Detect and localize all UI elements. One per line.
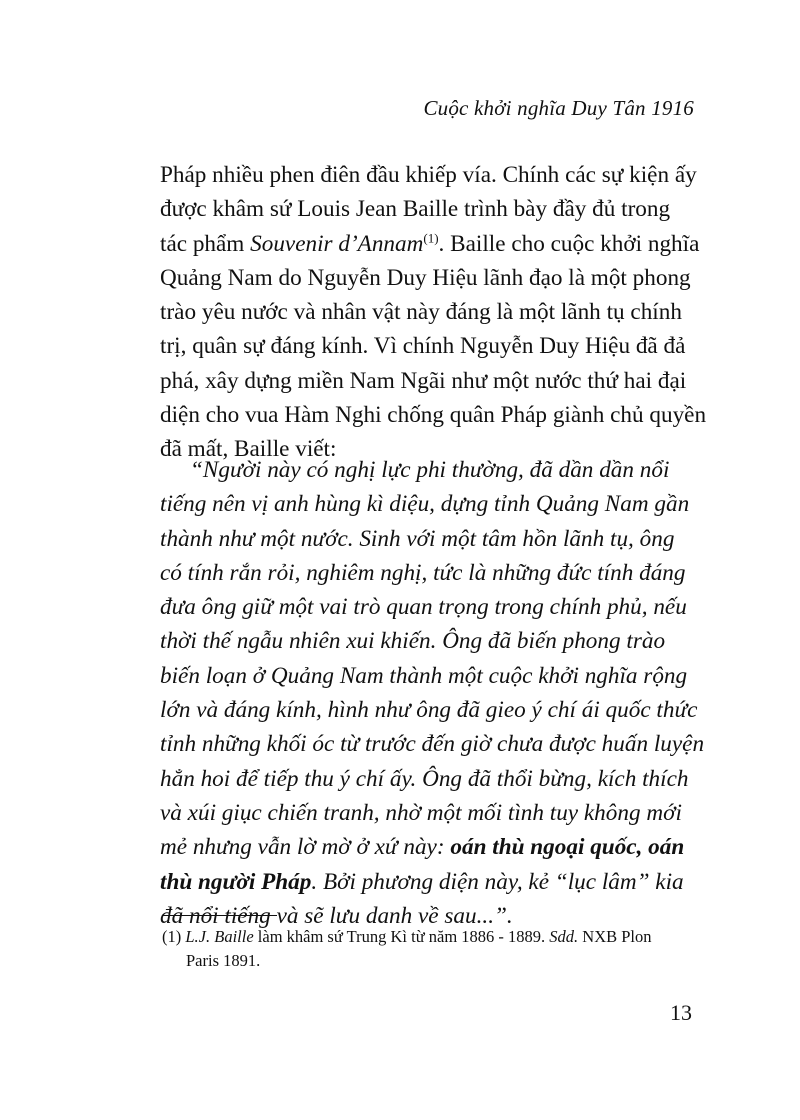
block-quote: [160, 453, 705, 933]
quote-line: “Người này có nghị lực phi thường, đã dần dần nổi: [190, 457, 670, 483]
body-line: trị, quân sự đáng kính. Vì chính Nguyễn Duy Hiệu đã đả: [160, 333, 686, 360]
footnote: [162, 925, 702, 973]
running-header: Cuộc khởi nghĩa Duy Tân 1916: [423, 96, 694, 120]
quote-line: [160, 865, 695, 899]
quote-line: hẳn hoi để tiếp thu ý chí ấy. Ông đã thổi bừng, kích thích: [160, 765, 689, 792]
footnote-line: Paris 1891.: [186, 951, 261, 970]
body-line: Quảng Nam do Nguyễn Duy Hiệu lãnh đạo là một phong: [160, 264, 691, 291]
quote-line: [160, 830, 695, 864]
footnote-line: [162, 925, 702, 949]
quote-line: tiếng nên vị anh hùng kì diệu, dựng tỉnh Quảng Nam gần: [160, 491, 690, 518]
body-text-fragment: tác phẩm: [160, 230, 251, 257]
body-line: [160, 227, 700, 261]
quote-line: tỉnh những khối óc từ trước đến giờ chưa được huấn luyện: [160, 731, 705, 758]
body-line: diện cho vua Hàm Nghi chống quân Pháp giành chủ quyền: [160, 402, 707, 429]
quote-line: thời thế ngẫu nhiên xui khiến. Ông đã biến phong trào: [160, 628, 666, 655]
quote-emphasis: thù người Pháp: [160, 868, 312, 895]
body-paragraph: [160, 158, 707, 467]
body-line: được khâm sứ Louis Jean Baille trình bày đầy đủ trong: [160, 196, 671, 223]
quote-text-fragment: mẻ nhưng vẫn lờ mờ ở xứ này:: [160, 834, 451, 861]
footnote-author: L.J. Baille: [185, 927, 254, 946]
quote-line: đã nổi tiếng và sẽ lưu danh về sau...”.: [160, 902, 513, 929]
body-line: trào yêu nước và nhân vật này đáng là một lãnh tụ chính: [160, 299, 682, 326]
footnote-text: NXB Plon: [578, 927, 652, 946]
book-title: Souvenir d’Annam: [250, 230, 424, 257]
footnote-marker: (1): [162, 927, 186, 946]
footnote-text: làm khâm sứ Trung Kì từ năm 1886 - 1889.: [253, 927, 550, 946]
quote-line: biến loạn ở Quảng Nam thành một cuộc khởi nghĩa rộng: [160, 662, 688, 689]
quote-line: đưa ông giữ một vai trò quan trọng trong chính phủ, nếu: [160, 594, 687, 621]
quote-line: thành như một nước. Sinh với một tâm hồn lãnh tụ, ông: [160, 525, 675, 552]
quote-emphasis: oán thù ngoại quốc, oán: [450, 834, 685, 861]
quote-line: có tính rắn rỏi, nghiêm nghị, tức là những đức tính đáng: [160, 559, 686, 586]
footnote-sdd: Sdd.: [549, 927, 579, 946]
quote-text-fragment: . Bởi phương diện này, kẻ “lục lâm” kia: [311, 868, 684, 895]
body-line: phá, xây dựng miền Nam Ngãi như một nước thứ hai đại: [160, 367, 687, 394]
page-number: 13: [670, 1000, 692, 1025]
footnote-divider: [162, 915, 277, 916]
body-line: đã mất, Baille viết:: [160, 436, 337, 463]
quote-line: lớn và đáng kính, hình như ông đã gieo ý chí ái quốc thức: [160, 697, 698, 724]
body-text-fragment: . Baille cho cuộc khởi nghĩa: [438, 230, 700, 257]
footnote-reference: (1): [423, 229, 439, 245]
body-line: Pháp nhiều phen điên đầu khiếp vía. Chính các sự kiện ấy: [160, 162, 697, 188]
quote-line: và xúi giục chiến tranh, nhờ một mối tình tuy không mới: [160, 799, 682, 826]
